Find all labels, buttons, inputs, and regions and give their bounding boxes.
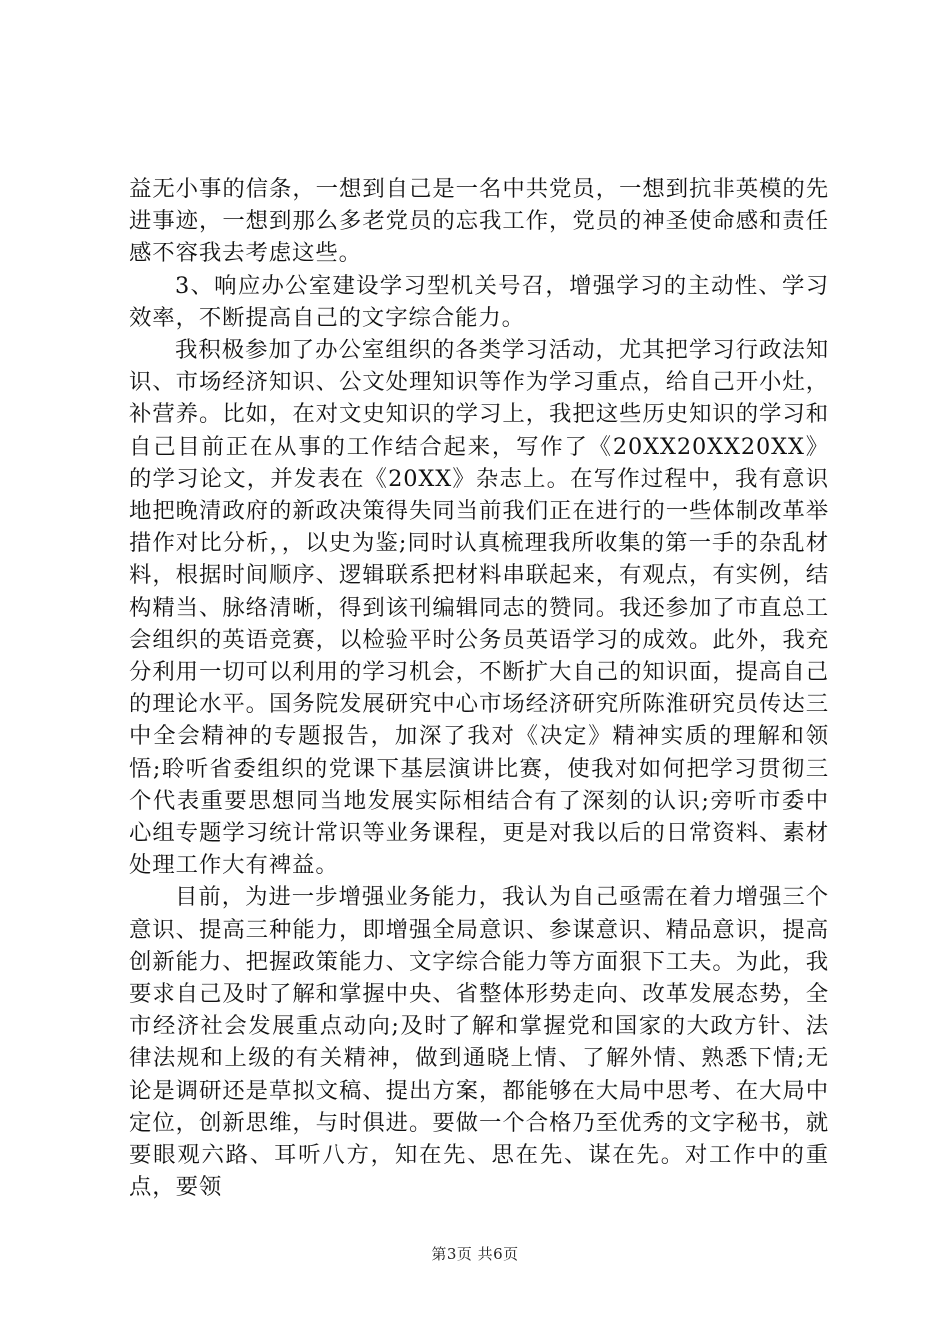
paragraph-section-heading: 3、响应办公室建设学习型机关号召，增强学习的主动性、学习效率，不断提高自己的文字综合能力。 bbox=[129, 272, 829, 331]
paragraph-future-goals: 目前，为进一步增强业务能力，我认为自己亟需在着力增强三个意识、提高三种能力，即增强全局意识、参谋意识、精品意识，提高创新能力、把握政策能力、文字综合能力等方面狠下工夫。为此，我要求自己及时了解和掌握中央、省整体形势走向、改革发展态势，全市经济社会发展重点动向;及时了解和掌握党和国家的大政方针、法律法规和上级的有关精神，做到通晓上情、了解外情、熟悉下情;无论是调研还是草拟文稿、提出方案，都能够在大局中思考、在大局中定位，创新思维，与时俱进。要做一个合格乃至优秀的文字秘书，就要眼观六路、耳听八方，知在先、思在先、谋在先。对工作中的重点，要领 bbox=[129, 884, 829, 1201]
document-body bbox=[129, 173, 829, 1204]
page-number-footer: 第3页 共6页 bbox=[431, 1245, 519, 1263]
paragraph-learning-activities: 我积极参加了办公室组织的各类学习活动，尤其把学习行政法知识、市场经济知识、公文处理知识等作为学习重点，给自己开小灶，补营养。比如，在对文史知识的学习上，我把这些历史知识的学习和自己目前正在从事的工作结合起来，写作了《20XX20XX20XX》的学习论文，并发表在《20XX》杂志上。在写作过程中，我有意识地把晚清政府的新政决策得失同当前我们正在进行的一些体制改革举措作对比分析，，以史为鉴;同时认真梳理我所收集的第一手的杂乱材料，根据时间顺序、逻辑联系把材料串联起来，有观点，有实例，结构精当、脉络清晰，得到该刊编辑同志的赞同。我还参加了市直总工会组织的英语竞赛，以检验平时公务员英语学习的成效。此外，我充分利用一切可以利用的学习机会，不断扩大自己的知识面，提高自己的理论水平。国务院发展研究中心市场经济研究所陈淮研究员传达三中全会精神的专题报告，加深了我对《决定》精神实质的理解和领悟;聆听省委组织的党课下基层演讲比赛，使我对如何把学习贯彻三个代表重要思想同当地发展实际相结合有了深刻的认识;旁听市委中心组专题学习统计常识等业务课程，更是对我以后的日常资料、素材处理工作大有裨益。 bbox=[129, 337, 829, 879]
paragraph-continuation: 益无小事的信条，一想到自己是一名中共党员，一想到抗非英模的先进事迹，一想到那么多老党员的忘我工作，党员的神圣使命感和责任感不容我去考虑这些。 bbox=[129, 176, 829, 267]
